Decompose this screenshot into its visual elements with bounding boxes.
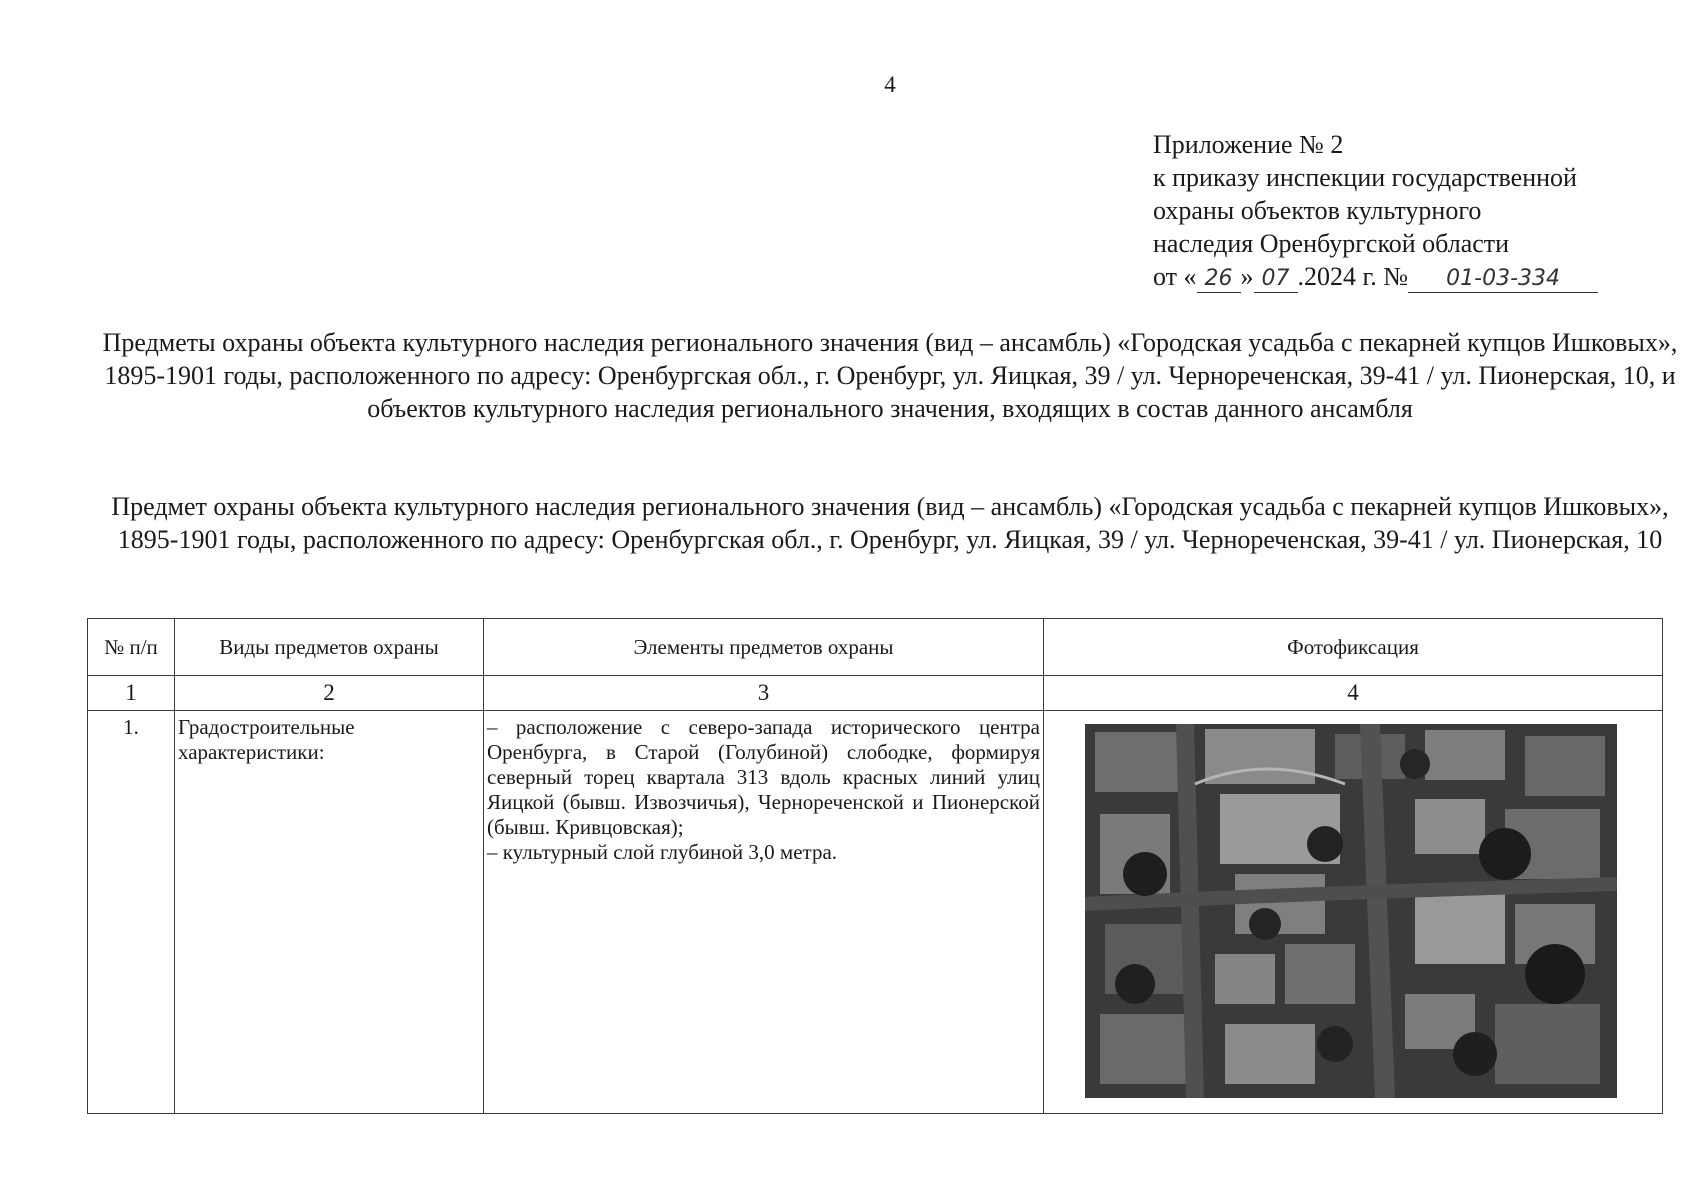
page-number: 4 [884, 72, 896, 97]
heading-objects: Предметы охраны объекта культурного наследия регионального значения (вид – ансамбль) «Городская усадьба с пекарней купцов Ишковых», 1895-1901 годы, расположенного по адресу: Оренбургская обл., г. Оренбург, ул. Яицкая, 39 / ул. Чернореченская, 39-41 / ул. Пионерская, 10, и объектов культурного наследия регионального значения, входящих в состав данного ансамбля [102, 328, 1678, 423]
appendix-line-3: охраны объектов культурного [1153, 196, 1482, 225]
appendix-block [1153, 128, 1633, 293]
header-kind: Виды предметов охраны [175, 619, 484, 676]
date-day: 26 [1197, 266, 1241, 293]
element-item: – расположение с северо-запада исторического центра Оренбурга, в Старой (Голубиной) слободке, формируя северный торец квартала 313 вдоль красных линий улиц Яицкой (бывш. Извозчичья), Чернореченской и Пионерской (бывш. Кривцовская); [487, 715, 1040, 839]
header-elements: Элементы предметов охраны [484, 619, 1044, 676]
column-number: 4 [1044, 676, 1663, 711]
date-mid: » [1240, 262, 1254, 291]
date-year: .2024 г. № [1297, 262, 1409, 291]
header-photo: Фотофиксация [1044, 619, 1663, 676]
appendix-line-2: к приказу инспекции государственной [1153, 163, 1577, 192]
row-kind: Градостроительные характеристики: [175, 711, 484, 1114]
aerial-photo [1085, 724, 1617, 1098]
column-number-row [88, 676, 1663, 711]
aerial-photo-image [1085, 724, 1617, 1098]
appendix-title: Приложение № 2 [1153, 130, 1344, 159]
header-num: № п/п [88, 619, 175, 676]
table-header-row [88, 619, 1663, 676]
order-number: 01-03-334 [1408, 266, 1598, 293]
column-number: 2 [175, 676, 484, 711]
protection-table [87, 618, 1663, 1114]
column-number: 1 [88, 676, 175, 711]
element-item: – культурный слой глубиной 3,0 метра. [487, 840, 838, 864]
row-number: 1. [88, 711, 175, 1114]
table-row [88, 711, 1663, 1114]
column-number: 3 [484, 676, 1044, 711]
appendix-date-line [1153, 260, 1633, 293]
row-elements [484, 711, 1044, 1114]
heading-subject: Предмет охраны объекта культурного наследия регионального значения (вид – ансамбль) «Городская усадьба с пекарней купцов Ишковых», 1895-1901 годы, расположенного по адресу: Оренбургская обл., г. Оренбург, ул. Яицкая, 39 / ул. Чернореченская, 39-41 / ул. Пионерская, 10 [111, 492, 1669, 554]
date-prefix: от « [1153, 262, 1197, 291]
date-month: 07 [1254, 266, 1298, 293]
row-photo-cell [1044, 711, 1663, 1114]
appendix-line-4: наследия Оренбургской области [1153, 229, 1510, 258]
